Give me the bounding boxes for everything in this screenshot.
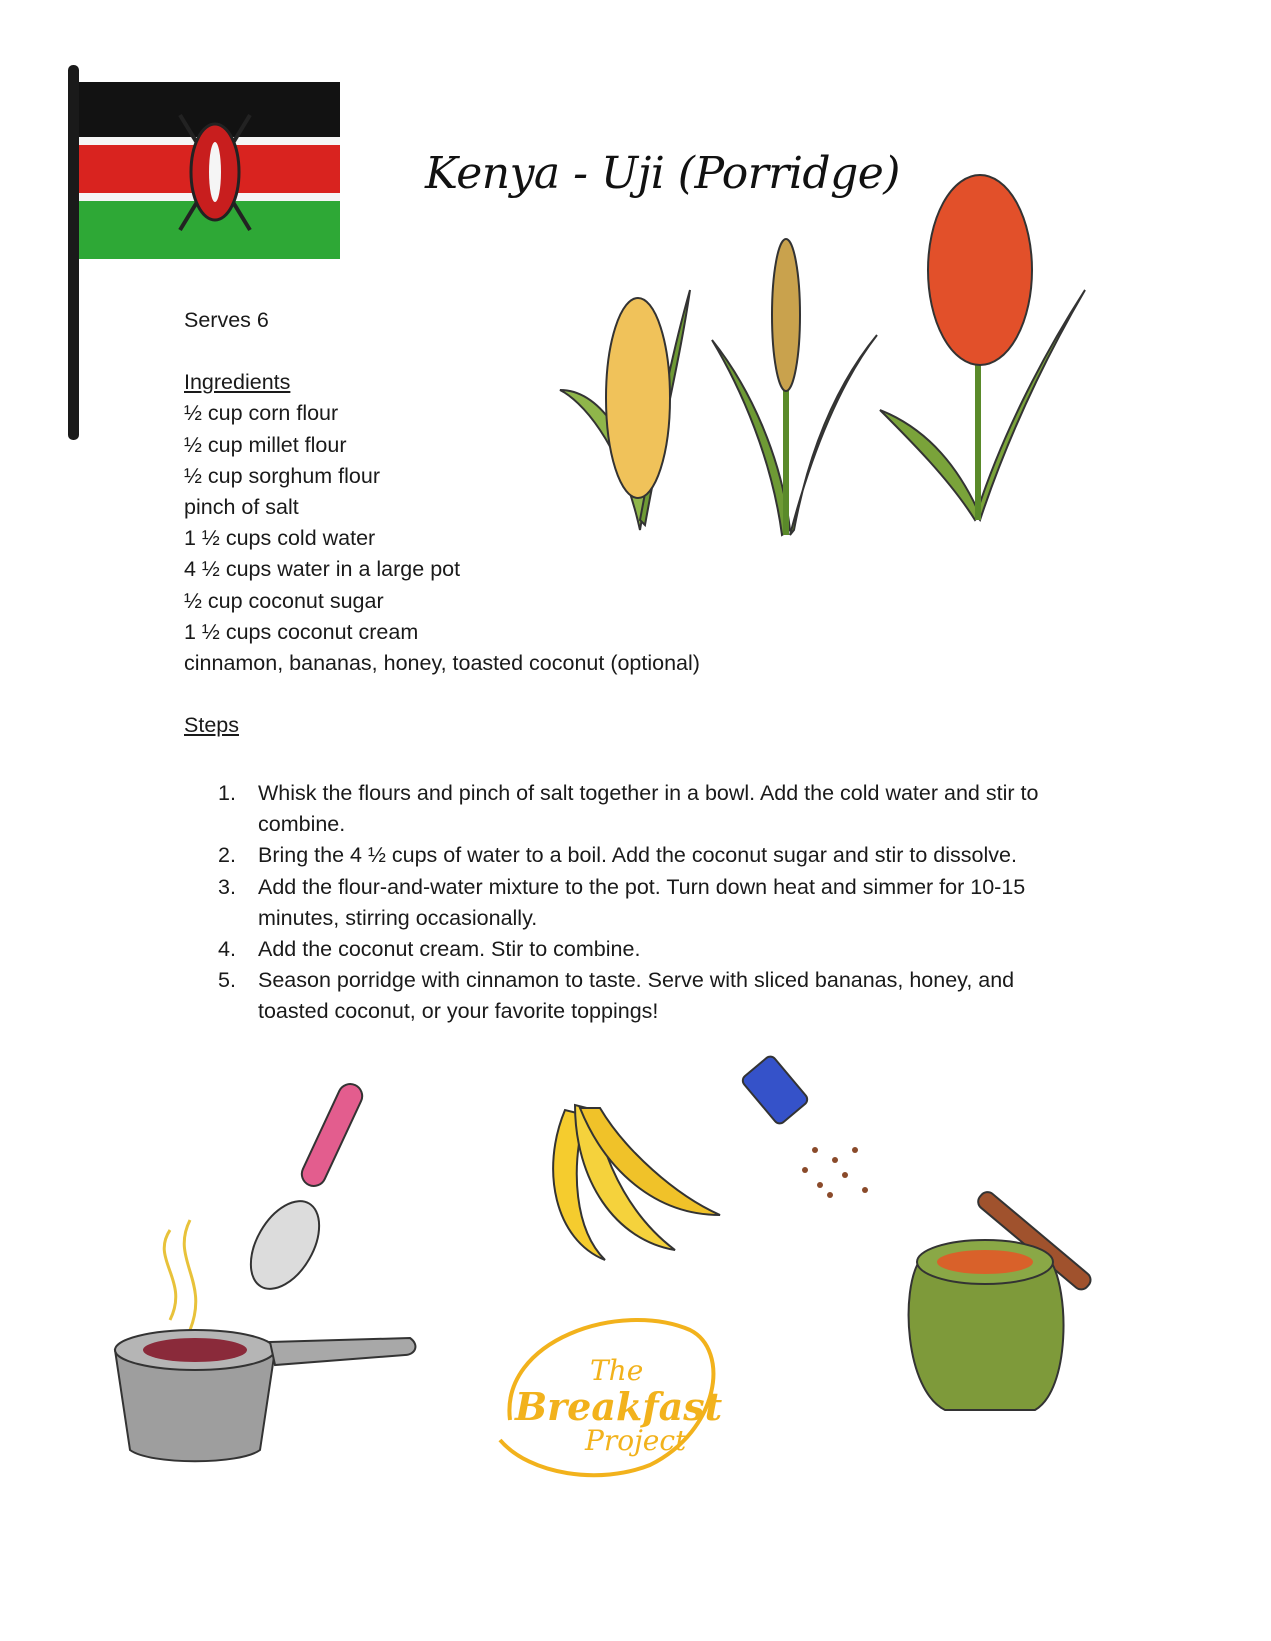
step-item (218, 778, 1078, 840)
logo-line-1: The (590, 1354, 644, 1387)
step-text: Whisk the flours and pinch of salt together in a bowl. Add the cold water and stir to combine. (258, 781, 1039, 837)
ingredients-heading: Ingredients (184, 370, 291, 395)
ingredient-item: cinnamon, bananas, honey, toasted coconut (optional) (184, 651, 700, 676)
step-item (218, 965, 1078, 1027)
logo-line-3: Project (585, 1424, 687, 1457)
step-number: 1. (218, 781, 236, 805)
bananas-icon (545, 1100, 725, 1270)
ingredient-item: 4 ½ cups water in a large pot (184, 557, 461, 582)
step-text: Add the flour-and-water mixture to the pot. Turn down heat and simmer for 10-15 minutes, stirring occasionally. (258, 874, 1026, 930)
logo-line-2: Breakfast (515, 1384, 723, 1429)
page-title: Kenya - Uji (Porridge) (425, 148, 900, 199)
steps-list (218, 778, 1078, 1028)
recipe-section (184, 305, 744, 741)
ingredient-item: ½ cup coconut sugar (184, 588, 384, 613)
ingredient-item: pinch of salt (184, 495, 299, 520)
honey-pot-icon (905, 1170, 1115, 1420)
sorghum-icon (880, 160, 1090, 530)
step-number: 3. (218, 874, 236, 899)
step-item (218, 934, 1078, 965)
serves-text: Serves 6 (184, 308, 269, 332)
step-item (218, 840, 1078, 871)
ingredients-list (184, 398, 744, 679)
salt-shaker-icon (745, 1050, 885, 1210)
step-number: 2. (218, 843, 236, 868)
steps-heading: Steps (184, 713, 239, 738)
step-number: 4. (218, 937, 236, 962)
step-item (218, 872, 1078, 934)
ingredient-item: ½ cup corn flour (184, 401, 339, 426)
breakfast-project-logo (470, 1300, 740, 1490)
step-text: Bring the 4 ½ cups of water to a boil. Add the coconut sugar and stir to dissolve. (258, 843, 1017, 868)
ingredient-item: 1 ½ cups cold water (184, 526, 376, 551)
ingredient-item: 1 ½ cups coconut cream (184, 619, 419, 644)
step-number: 5. (218, 968, 236, 993)
whisk-icon (250, 1080, 380, 1300)
ingredient-item: ½ cup millet flour (184, 432, 347, 457)
step-text: Add the coconut cream. Stir to combine. (258, 937, 641, 962)
step-text: Season porridge with cinnamon to taste. Serve with sliced bananas, honey, and toasted coconut, or your favorite toppings! (258, 968, 1015, 1024)
ingredient-item: ½ cup sorghum flour (184, 463, 380, 488)
